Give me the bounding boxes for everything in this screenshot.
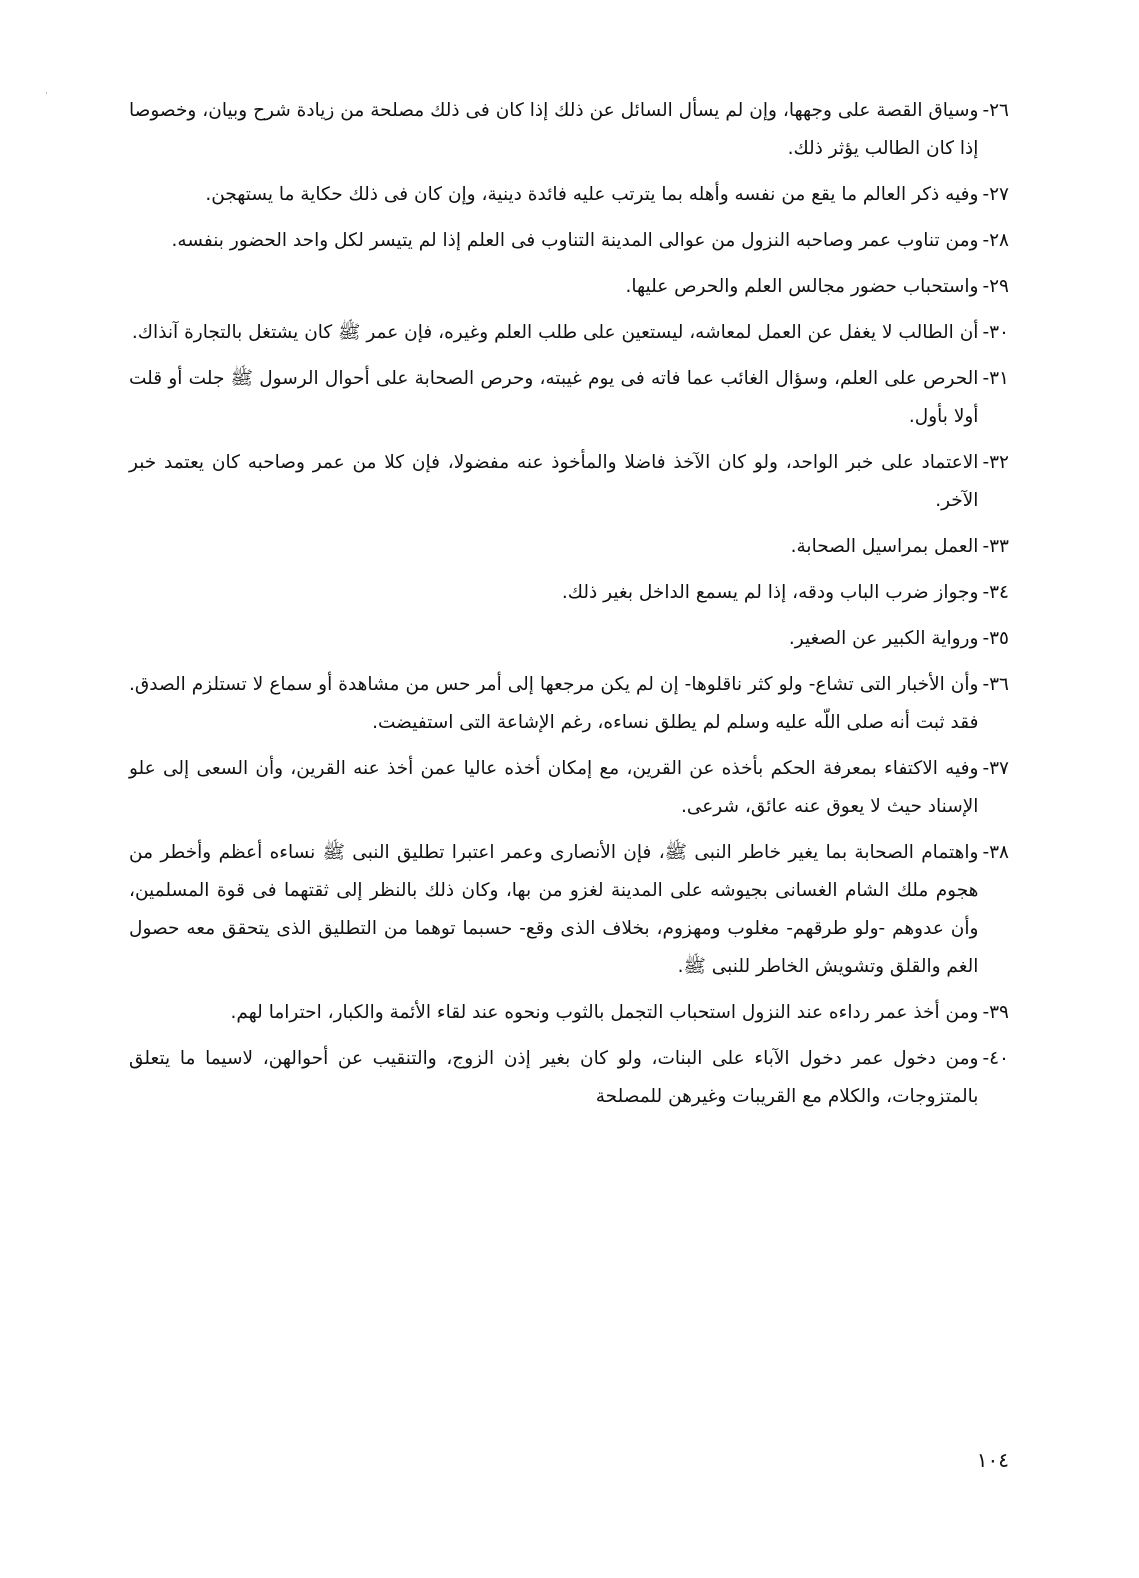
item-text: واستحباب حضور مجالس العلم والحرص عليها.: [625, 276, 979, 297]
item-text: وفيه الاكتفاء بمعرفة الحكم بأخذه عن القرين، مع إمكان أخذه عاليا عمن أخذ عنه القرين، وأن السعى إلى علو الإسناد حيث لا يعوق عنه عائق، شرعى.: [129, 758, 979, 817]
list-item: [129, 1040, 1009, 1116]
item-number: ٣٨-: [982, 842, 1009, 863]
item-number: ٤٠-: [982, 1048, 1009, 1069]
scan-mark: [46, 92, 47, 94]
item-text: ومن تناوب عمر وصاحبه النزول من عوالى المدينة التناوب فى العلم إذا لم يتيسر لكل واحد الحضور بنفسه.: [171, 230, 979, 251]
item-number: ٣٧-: [982, 758, 1009, 779]
item-text: الاعتماد على خبر الواحد، ولو كان الآخذ فاضلا والمأخوذ عنه مفضولا، فإن كلا من عمر وصاحبه كان يعتمد خبر الآخر.: [129, 452, 979, 511]
list-item: [129, 528, 1009, 566]
list-item: [129, 750, 1009, 826]
item-number: ٣٢-: [982, 452, 1009, 473]
list-item: [129, 92, 1009, 168]
page-number: ١٠٤: [976, 1448, 1009, 1472]
item-number: ٢٧-: [982, 184, 1009, 205]
item-number: ٣٣-: [982, 536, 1009, 557]
item-text: وسياق القصة على وجهها، وإن لم يسأل السائل عن ذلك إذا كان فى ذلك مصلحة من زيادة شرح وبيان، وخصوصا إذا كان الطالب يؤثر ذلك.: [129, 100, 979, 159]
item-number: ٢٩-: [982, 276, 1009, 297]
item-number: ٢٨-: [982, 230, 1009, 251]
item-text: ومن أخذ عمر رداءه عند النزول استحباب التجمل بالثوب ونحوه عند لقاء الأئمة والكبار، احتراما لهم.: [230, 1002, 979, 1023]
item-text: أن الطالب لا يغفل عن العمل لمعاشه، ليستعين على طلب العلم وغيره، فإن عمر ﷺ كان يشتغل بالتجارة آنذاك.: [131, 322, 979, 343]
item-number: ٣٩-: [982, 1002, 1009, 1023]
item-number: ٣٤-: [982, 582, 1009, 603]
list-item: [129, 314, 1009, 352]
page-body: [129, 92, 1009, 1124]
item-text: ورواية الكبير عن الصغير.: [788, 628, 979, 649]
list-item: [129, 222, 1009, 260]
list-item: [129, 994, 1009, 1032]
item-text: وأن الأخبار التى تشاع- ولو كثر ناقلوها- إن لم يكن مرجعها إلى أمر حس من مشاهدة أو سماع لا تستلزم الصدق. فقد ثبت أنه صلى اللّه عليه وسلم لم يطلق نساءه، رغم الإشاعة التى استفيضت.: [129, 674, 979, 733]
item-text: العمل بمراسيل الصحابة.: [790, 536, 979, 557]
list-item: [129, 834, 1009, 986]
item-number: ٣٥-: [982, 628, 1009, 649]
item-text: وفيه ذكر العالم ما يقع من نفسه وأهله بما يترتب عليه فائدة دينية، وإن كان فى ذلك حكاية ما يستهجن.: [205, 184, 979, 205]
item-text: واهتمام الصحابة بما يغير خاطر النبى ﷺ، فإن الأنصارى وعمر اعتبرا تطليق النبى ﷺ نساءه أعظم وأخطر من هجوم ملك الشام الغسانى بجيوشه على المدينة لغزو من بها، وكان ذلك بالنظر إلى ثقتهما فى قوة المسلمين، وأن عدوهم -ولو طرقهم- مغلوب ومهزوم، بخلاف الذى وقع- حسبما توهما من التطليق الذى يتحقق معه حصول الغم والقلق وتشويش الخاطر للنبى ﷺ.: [129, 842, 979, 977]
item-number: ٣٦-: [982, 674, 1009, 695]
list-item: [129, 444, 1009, 520]
item-number: ٢٦-: [982, 100, 1009, 121]
list-item: [129, 360, 1009, 436]
item-text: وجواز ضرب الباب ودقه، إذا لم يسمع الداخل بغير ذلك.: [561, 582, 979, 603]
list-item: [129, 176, 1009, 214]
list-item: [129, 666, 1009, 742]
item-number: ٣١-: [982, 368, 1009, 389]
list-item: [129, 574, 1009, 612]
item-text: ومن دخول عمر دخول الآباء على البنات، ولو كان بغير إذن الزوج، والتنقيب عن أحوالهن، لاسيما ما يتعلق بالمتزوجات، والكلام مع القريبات وغيرهن للمصلحة: [129, 1048, 979, 1107]
list-item: [129, 620, 1009, 658]
item-number: ٣٠-: [982, 322, 1009, 343]
item-text: الحرص على العلم، وسؤال الغائب عما فاته فى يوم غيبته، وحرص الصحابة على أحوال الرسول ﷺ جلت أو قلت أولا بأول.: [129, 368, 979, 427]
list-item: [129, 268, 1009, 306]
